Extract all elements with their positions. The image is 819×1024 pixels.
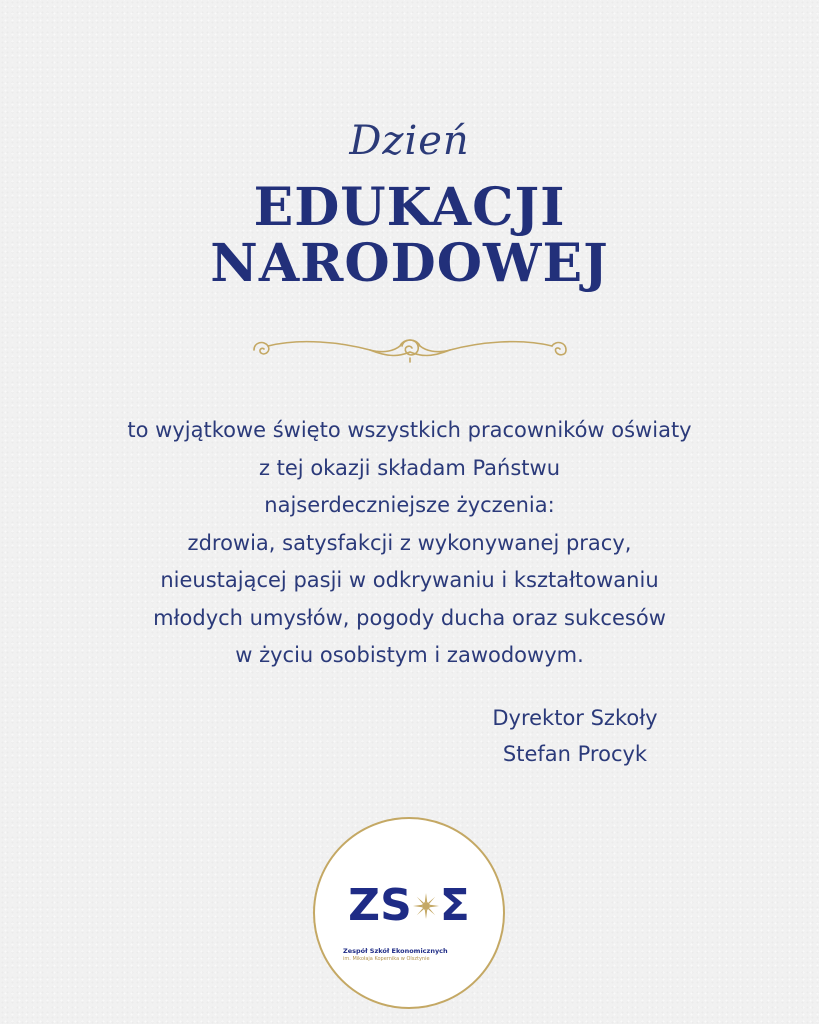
message-line: w życiu osobistym i zawodowym. [235, 643, 584, 667]
message-line: zdrowia, satysfakcji z wykonywanej pracy, [187, 530, 632, 555]
main-title [0, 177, 819, 294]
message-line: nieustającej pasji w odkrywaniu i kształtowaniu [160, 568, 659, 592]
signature-name: Stefan Procyk [502, 742, 648, 766]
logo-sigma: Σ [439, 880, 470, 931]
flourish-ornament-icon [240, 328, 580, 368]
message-line: z tej okazji składam Państwu [258, 455, 561, 480]
signature-block [460, 700, 690, 772]
logo-school-patron: im. Mikołaja Kopernika w Olsztynie [343, 956, 430, 962]
message-line: młodych umysłów, pogody ducha oraz sukcesów [153, 605, 666, 630]
signature-role: Dyrektor Szkoły [492, 706, 658, 730]
message-line: najserdeczniejsze życzenia: [264, 493, 555, 517]
title-line-2: NARODOWEJ [210, 233, 609, 294]
message-line: to wyjątkowe święto wszystkich pracowników oświaty [127, 418, 692, 442]
logo-letters: ZS [348, 880, 412, 931]
logo-school-name: Zespół Szkół Ekonomicznych [343, 947, 448, 955]
sun-icon [413, 893, 439, 919]
logo-mark [315, 879, 503, 931]
school-logo [313, 817, 505, 1009]
script-heading: Dzień [349, 118, 470, 164]
title-line-1: EDUKACJI [253, 177, 566, 238]
greeting-message [60, 412, 759, 675]
